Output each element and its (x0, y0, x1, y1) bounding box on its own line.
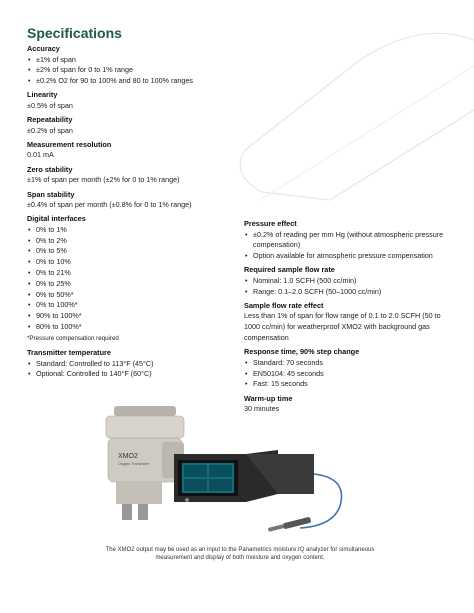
page-title: Specifications (27, 25, 122, 41)
spec-list-item: • Nominal: 1.0 SCFH (500 cc/min) (244, 276, 454, 287)
spec-list (244, 276, 454, 298)
spec-list-item: • 0% to 100%* (27, 300, 232, 311)
spec-section (27, 214, 232, 344)
spec-section (27, 115, 232, 136)
spec-list-item: • ±1% of span (27, 55, 232, 66)
spec-heading: Digital interfaces (27, 214, 86, 224)
spec-list-item: • 0% to 25% (27, 279, 232, 290)
spec-value: ±0.4% of span per month (±0.8% for 0 to 1% range) (27, 200, 192, 210)
spec-section (27, 44, 232, 87)
product-photo (78, 402, 378, 542)
spec-value: ±1% of span per month (±2% for 0 to 1% range) (27, 175, 180, 185)
spec-list-item: • EN50104: 45 seconds (244, 369, 454, 380)
spec-value: Less than 1% of span for flow range of 0.1 to 2.0 SCFH (50 to 1000 cc/min) for weatherproof XMO2 with background gas compensation (244, 311, 441, 343)
left-spec-column (27, 44, 232, 384)
spec-section (27, 165, 232, 186)
spec-section (27, 348, 232, 380)
spec-list-item: • Fast: 15 seconds (244, 379, 454, 390)
spec-list-item: • Standard: Controlled to 113°F (45°C) (27, 359, 232, 370)
right-spec-column (244, 219, 454, 419)
spec-list (27, 225, 232, 333)
spec-list-item: • 0% to 21% (27, 268, 232, 279)
spec-list-item: • Standard: 70 seconds (244, 358, 454, 369)
spec-list (27, 359, 232, 381)
spec-list (244, 358, 454, 390)
spec-heading: Response time, 90% step change (244, 347, 360, 357)
spec-value: ±0.2% of span (27, 125, 73, 135)
xmo2-transmitter-illustration (106, 406, 184, 520)
spec-value: 30 minutes (244, 404, 280, 414)
spec-heading: Pressure effect (244, 219, 297, 228)
spec-list (27, 55, 232, 87)
spec-heading: Warm-up time (244, 393, 293, 403)
spec-list-item: • ±0.2% of reading per mm Hg (without atmospheric pressure compensation) (244, 230, 454, 252)
spec-section (27, 190, 232, 211)
spec-section (244, 219, 454, 262)
spec-heading: Sample flow rate effect (244, 300, 324, 310)
spec-list-item: • 0% to 1% (27, 225, 232, 236)
spec-heading: Span stability (27, 189, 75, 199)
figure-caption: The XMO2 output may be used as an input to the Panametrics moisture.IQ analyzer for simultaneous measurement and display of both moisture and oxygen content. (105, 547, 375, 561)
spec-list-item: • Optional: Controlled to 140°F (60°C) (27, 369, 232, 380)
oxygen-probe-illustration (268, 517, 312, 532)
spec-value: 0.01 mA (27, 150, 54, 160)
spec-section (244, 265, 454, 297)
spec-list-item: • 0% to 50%* (27, 290, 232, 301)
spec-heading: Repeatability (27, 115, 73, 125)
transmitter-sublabel: Oxygen Transmitter (118, 462, 150, 466)
spec-heading: Zero stability (27, 164, 73, 174)
spec-section (244, 301, 454, 344)
spec-list-item: • 80% to 100%* (27, 322, 232, 333)
spec-list-item: • 0% to 10% (27, 257, 232, 268)
spec-heading: Accuracy (27, 44, 60, 53)
spec-list-item: • Range: 0.1–2.0 SCFH (50–1000 cc/min) (244, 287, 454, 298)
spec-list-item: • 0% to 2% (27, 236, 232, 247)
spec-section (27, 140, 232, 161)
spec-heading: Required sample flow rate (244, 265, 335, 275)
moisture-iq-analyzer-illustration (174, 450, 314, 502)
spec-list-item: • ±2% of span for 0 to 1% range (27, 65, 232, 76)
spec-footnote: *Pressure compensation required (27, 334, 119, 342)
spec-list (244, 230, 454, 262)
spec-heading: Measurement resolution (27, 139, 112, 149)
transmitter-label: XMO2 (118, 453, 138, 460)
spec-heading: Linearity (27, 90, 58, 100)
spec-list-item: • 0% to 5% (27, 246, 232, 257)
spec-list-item: • Option available for atmospheric pressure compensation (244, 251, 454, 262)
spec-list-item: • 90% to 100%* (27, 311, 232, 322)
spec-section (27, 90, 232, 111)
spec-value: ±0.5% of span (27, 100, 73, 110)
spec-list-item: • ±0.2% O2 for 90 to 100% and 80 to 100% ranges (27, 76, 232, 87)
spec-section (244, 347, 454, 390)
spec-heading: Transmitter temperature (27, 348, 111, 358)
